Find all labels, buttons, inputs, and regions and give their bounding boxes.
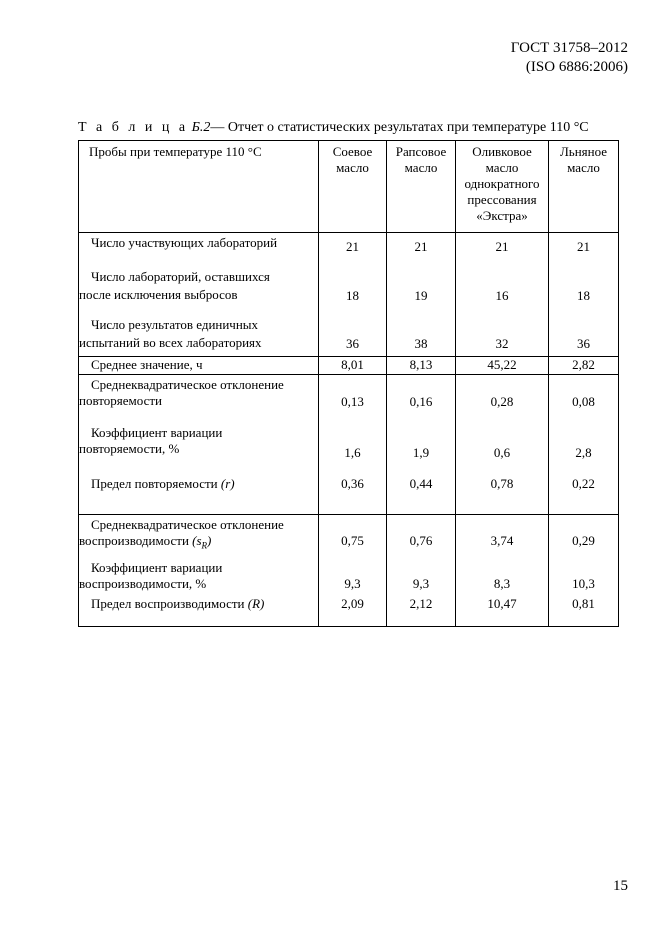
cell-value: 36 [319, 317, 387, 357]
row-label [79, 596, 318, 612]
table-row [79, 515, 619, 561]
standard-number: ГОСТ 31758–2012 [510, 40, 628, 56]
header-soybean: Соевое масло [319, 141, 387, 233]
row-label: Число участвующих лабораторий [91, 235, 278, 250]
repro-sd-symbol: $(s_R)$ [192, 533, 212, 551]
row-label: Среднее значение, ч [91, 357, 203, 372]
cell-value: 8,13 [387, 357, 456, 375]
cell-value: 0,29 [549, 515, 619, 561]
cell-value: 2,8 [549, 425, 619, 469]
cell-value: 9,3 [319, 560, 387, 596]
row-label-line2: воспроизводимости, % [79, 576, 207, 591]
caption-number: Б.2 [191, 120, 211, 135]
row-label-line2: после исключения выбросов [79, 287, 238, 302]
table-row [79, 357, 619, 375]
cell-value: 36 [549, 317, 619, 357]
cell-value: 0,08 [549, 375, 619, 426]
cell-value: 10,3 [549, 560, 619, 596]
table-row [79, 560, 619, 596]
cell-value: 0,44 [387, 469, 456, 515]
table-header-row [79, 141, 619, 233]
table-row [79, 425, 619, 469]
cell-value: 21 [387, 233, 456, 270]
row-label [79, 476, 318, 492]
cell-value: 8,3 [456, 560, 549, 596]
cell-value: 38 [387, 317, 456, 357]
header-linseed: Льняное масло [549, 141, 619, 233]
row-label-line2 [79, 533, 318, 554]
table-row [79, 596, 619, 627]
cell-value: 21 [319, 233, 387, 270]
cell-value: 2,12 [387, 596, 456, 627]
table-caption [78, 120, 589, 136]
cell-value: 1,6 [319, 425, 387, 469]
cell-value: 0,13 [319, 375, 387, 426]
repro-limit-symbol: (R) [247, 596, 265, 611]
cell-value: 10,47 [456, 596, 549, 627]
cell-value: 0,76 [387, 515, 456, 561]
row-label-line2: повторяемости [79, 393, 162, 408]
cell-value: 0,78 [456, 469, 549, 515]
cell-value: 9,3 [387, 560, 456, 596]
cell-value: 2,09 [319, 596, 387, 627]
row-label-line2: повторяемости, % [79, 441, 180, 456]
cell-value: 16 [456, 269, 549, 317]
caption-text: — Отчет о статистических результатах при температуре 110 °С [210, 120, 589, 135]
cell-value: 0,36 [319, 469, 387, 515]
header-olive: Оливковое масло однократного прессования «Экстра» [456, 141, 549, 233]
statistics-table [78, 140, 619, 627]
cell-value: 18 [549, 269, 619, 317]
cell-value: 0,6 [456, 425, 549, 469]
repro-limit-label: Предел воспроизводимости [91, 596, 245, 611]
cell-value: 0,75 [319, 515, 387, 561]
row-label-line2: испытаний во всех лабораториях [79, 335, 262, 350]
row-label-line1: Число результатов единичных [91, 317, 259, 332]
table-row [79, 375, 619, 426]
cell-value: 0,22 [549, 469, 619, 515]
repro-sd-label: воспроизводимости [79, 533, 189, 548]
page-number: 15 [613, 878, 628, 894]
cell-value: 32 [456, 317, 549, 357]
header-samples: Пробы при температуре 110 °С [79, 141, 319, 233]
caption-prefix: Т а б л и ц а [78, 120, 189, 135]
iso-reference: (ISO 6886:2006) [525, 59, 628, 75]
cell-value: 0,81 [549, 596, 619, 627]
cell-value: 45,22 [456, 357, 549, 375]
table-row [79, 469, 619, 515]
repeat-limit-symbol: (r) [220, 476, 235, 491]
table-row [79, 269, 619, 317]
cell-value: 1,9 [387, 425, 456, 469]
cell-value: 3,74 [456, 515, 549, 561]
cell-value: 21 [456, 233, 549, 270]
cell-value: 2,82 [549, 357, 619, 375]
table-row [79, 233, 619, 270]
row-label-line1: Среднеквадратическое отклонение [91, 517, 284, 532]
row-label-line1: Среднеквадратическое отклонение [91, 377, 284, 392]
cell-value: 18 [319, 269, 387, 317]
cell-value: 0,28 [456, 375, 549, 426]
cell-value: 8,01 [319, 357, 387, 375]
repeat-limit-label: Предел повторяемости [91, 476, 218, 491]
table-row [79, 317, 619, 357]
cell-value: 21 [549, 233, 619, 270]
header-rapeseed: Рапсовое масло [387, 141, 456, 233]
cell-value: 19 [387, 269, 456, 317]
row-label-line1: Коэффициент вариации [91, 560, 223, 575]
row-label-line1: Коэффициент вариации [91, 425, 223, 440]
cell-value: 0,16 [387, 375, 456, 426]
row-label-line1: Число лабораторий, оставшихся [91, 269, 270, 284]
